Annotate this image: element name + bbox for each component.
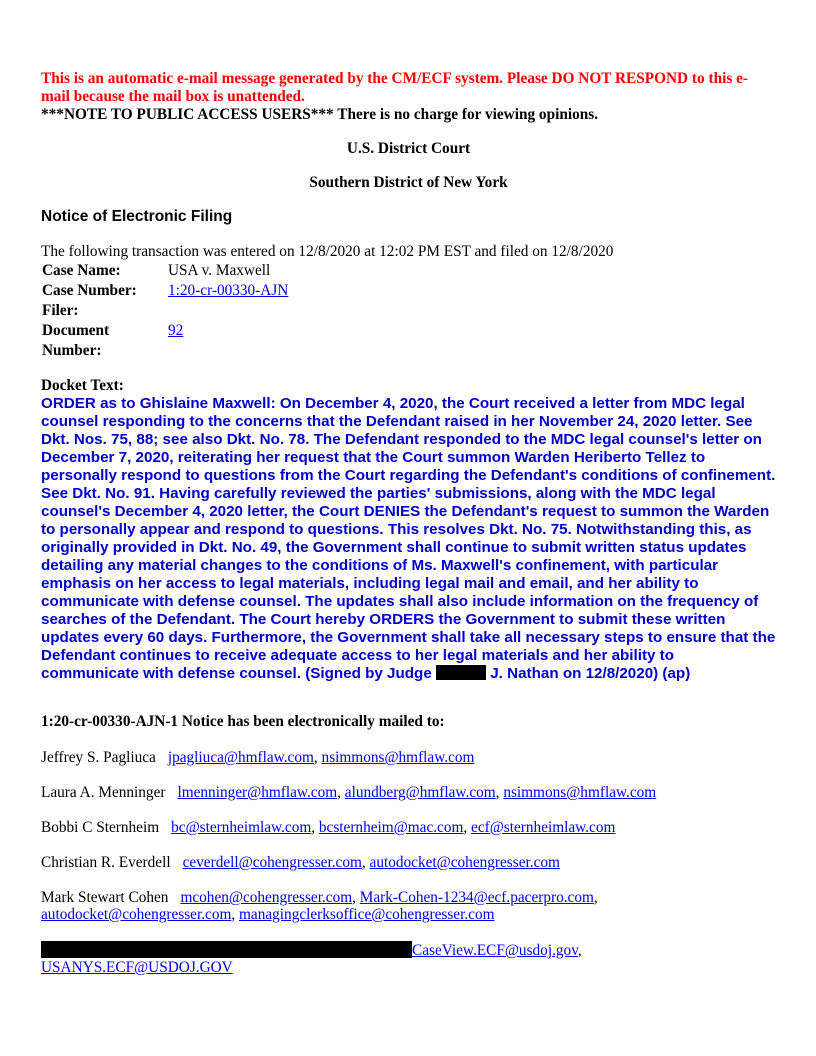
recipient-email-link[interactable]: nsimmons@hmflaw.com: [503, 784, 657, 801]
recipient-email-link[interactable]: nsimmons@hmflaw.com: [321, 749, 475, 766]
automatic-email-warning: This is an automatic e-mail message generated by the CM/ECF system. Please DO NOT RESPOND to this e-mail because the mail box is unattended.: [41, 70, 748, 105]
recipient-email-link[interactable]: managingclerksoffice@cohengresser.com: [239, 906, 495, 923]
case-name-value: USA v. Maxwell: [168, 262, 271, 279]
case-number-link[interactable]: 1:20-cr-00330-AJN: [168, 282, 289, 299]
recipient-row: Jeffrey S. Pagliuca jpagliuca@hmflaw.com, nsimmons@hmflaw.com: [41, 749, 475, 766]
document-number-row: [41, 321, 289, 361]
filer-label: Filer:: [42, 302, 79, 319]
recipient-email-link[interactable]: Mark-Cohen-1234@ecf.pacerpro.com: [359, 889, 594, 906]
filer-row: [41, 301, 289, 321]
case-number-row: [41, 281, 289, 301]
mailed-heading: 1:20-cr-00330-AJN-1 Notice has been electronically mailed to:: [41, 713, 445, 730]
recipient-row: Bobbi C Sternheim bc@sternheimlaw.com, bcsternheim@mac.com, ecf@sternheimlaw.com: [41, 819, 616, 836]
recipient-name: Bobbi C Sternheim: [41, 819, 160, 836]
recipient-email-link[interactable]: USANYS.ECF@USDOJ.GOV: [41, 959, 233, 976]
recipient-name: Laura A. Menninger: [41, 784, 166, 801]
redaction-judge-name: [436, 665, 486, 680]
recipient-email-link[interactable]: CaseView.ECF@usdoj.gov: [412, 942, 578, 959]
case-name-label: Case Name:: [42, 262, 121, 279]
recipient-row: Mark Stewart Cohen mcohen@cohengresser.com, Mark-Cohen-1234@ecf.pacerpro.com, autodocket@cohengresser.com, managingclerksoffice@cohengresser.com: [41, 889, 598, 923]
docket-text-body: ORDER as to Ghislaine Maxwell: On December 4, 2020, the Court received a letter from MDC legal counsel responding to the concerns that the Defendant raised in her November 24, 2020 letter. See Dkt. Nos. 75, 88; see also Dkt. No. 78. The Defendant responded to the MDC legal counsel's letter on December 7, 2020, reiterating her request that the Court summon Warden Heriberto Tellez to personally respond to questions from the Court regarding the Defendant's conditions of confinement. See Dkt. No. 91. Having carefully reviewed the parties' submissions, along with the MDC legal counsel's December 4, 2020 letter, the Court DENIES the Defendant's request to summon the Warden to personally appear and respond to questions. This resolves Dkt. No. 75. Notwithstanding this, as originally provided in Dkt. No. 49, the Government shall continue to submit written status updates detailing any material changes to the conditions of Ms. Maxwell's confinement, with particular emphasis on her access to legal materials, including legal mail and email, and her ability to communicate with defense counsel. The updates shall also include information on the frequency of searches of the Defendant. The Court hereby ORDERS the Government to submit these written updates every 60 days. Furthermore, the Government shall take all necessary steps to ensure that the Defendant continues to receive adequate access to her legal materials and her ability to communicate with defense counsel.: [41, 395, 776, 682]
email-document: [41, 70, 776, 976]
case-name-row: [41, 261, 289, 281]
document-number-label: Document Number:: [42, 322, 110, 359]
notice-title: Notice of Electronic Filing: [41, 208, 233, 225]
recipient-name: Jeffrey S. Pagliuca: [41, 749, 156, 766]
redaction-recipient-name: [41, 941, 412, 958]
court-district: Southern District of New York: [309, 174, 508, 191]
recipient-email-link[interactable]: jpagliuca@hmflaw.com: [167, 749, 314, 766]
recipient-row: Laura A. Menninger lmenninger@hmflaw.com, alundberg@hmflaw.com, nsimmons@hmflaw.com: [41, 784, 657, 801]
filer-value: [167, 301, 289, 321]
recipient-email-link[interactable]: ceverdell@cohengresser.com: [182, 854, 362, 871]
redacted-recipient-row: CaseView.ECF@usdoj.gov, USANYS.ECF@USDOJ.GOV: [41, 942, 582, 976]
recipient-email-link[interactable]: ecf@sternheimlaw.com: [471, 819, 616, 836]
case-number-label: Case Number:: [42, 282, 137, 299]
public-access-note: ***NOTE TO PUBLIC ACCESS USERS*** There is no charge for viewing opinions.: [41, 106, 599, 123]
transaction-text: The following transaction was entered on 12/8/2020 at 12:02 PM EST and filed on 12/8/2020: [41, 243, 614, 260]
docket-signed-suffix: J. Nathan on 12/8/2020) (ap): [490, 665, 691, 682]
recipient-email-link[interactable]: autodocket@cohengresser.com: [369, 854, 560, 871]
recipient-row: Christian R. Everdell ceverdell@cohengresser.com, autodocket@cohengresser.com: [41, 854, 560, 871]
recipient-name: Mark Stewart Cohen: [41, 889, 169, 906]
recipient-email-link[interactable]: mcohen@cohengresser.com: [180, 889, 353, 906]
document-number-link[interactable]: 92: [168, 322, 184, 339]
recipient-list: [41, 749, 776, 923]
recipient-email-link[interactable]: bc@sternheimlaw.com: [171, 819, 312, 836]
docket-text: [41, 395, 776, 683]
recipient-email-link[interactable]: alundberg@hmflaw.com: [344, 784, 496, 801]
recipient-name: Christian R. Everdell: [41, 854, 171, 871]
recipient-email-link[interactable]: autodocket@cohengresser.com: [41, 906, 232, 923]
court-name: U.S. District Court: [346, 140, 471, 157]
recipient-email-link[interactable]: bcsternheim@mac.com: [318, 819, 464, 836]
case-info-table: [41, 261, 289, 361]
docket-text-label: Docket Text:: [41, 377, 124, 394]
recipient-email-link[interactable]: lmenninger@hmflaw.com: [177, 784, 338, 801]
docket-signed-prefix: (Signed by Judge: [305, 665, 432, 682]
